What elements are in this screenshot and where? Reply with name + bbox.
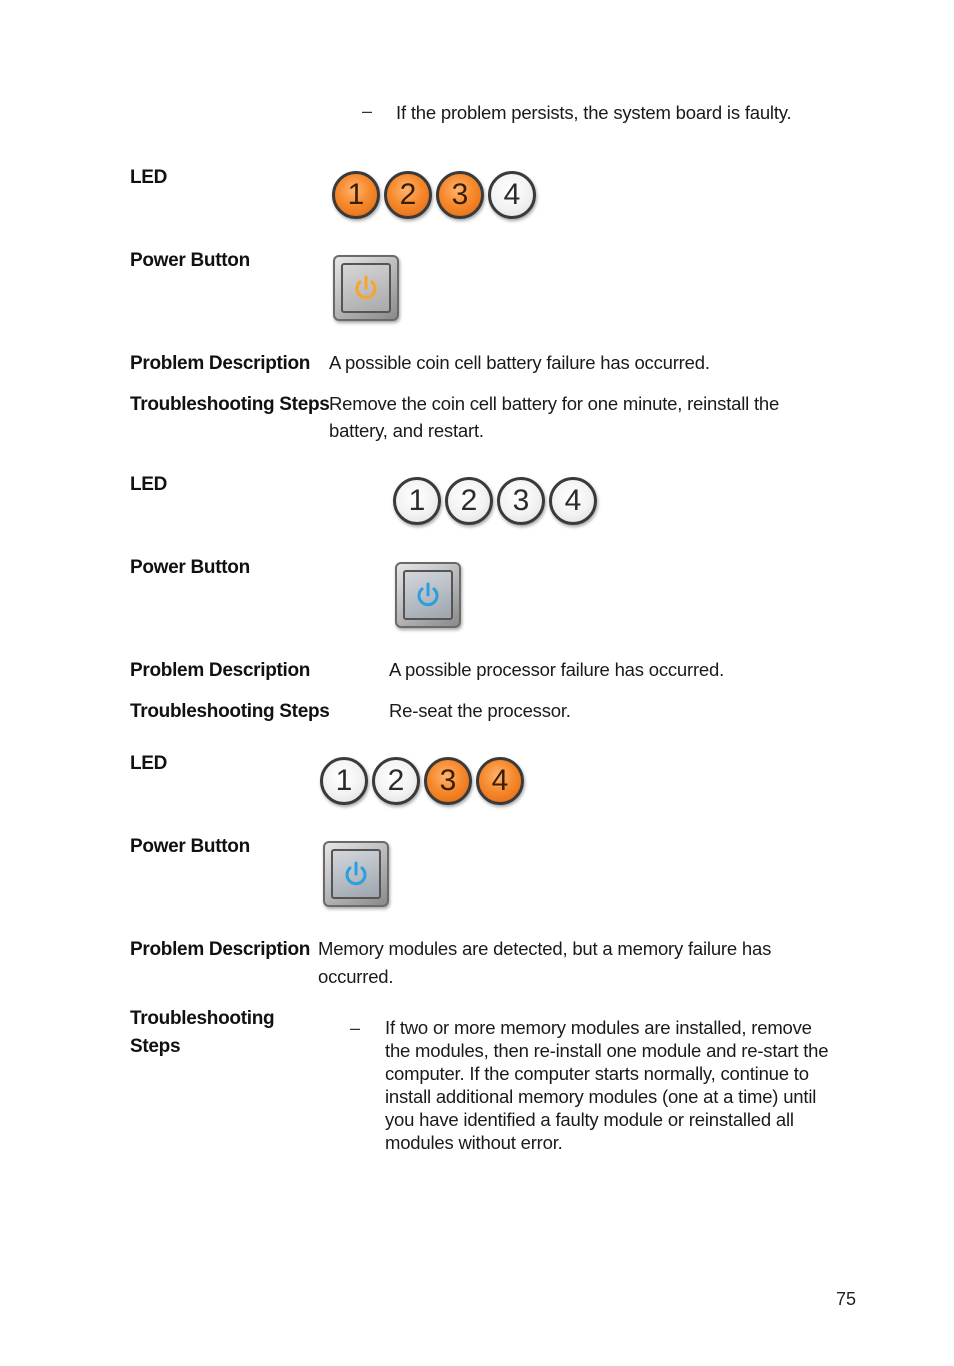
power-glyph-icon: [351, 273, 381, 303]
led-2-icon: 2: [445, 477, 493, 525]
led-label: LED: [130, 753, 168, 774]
led-label: LED: [130, 474, 168, 495]
led-1-icon: 1: [332, 171, 380, 219]
page-number: 75: [836, 1289, 857, 1309]
power-symbol-icon: [403, 570, 453, 620]
power-button-blue-icon: [323, 841, 389, 907]
troubleshooting-steps-label: Troubleshooting Steps: [130, 701, 330, 722]
troubleshooting-steps-line: modules without error.: [385, 1132, 563, 1153]
led-indicator-row: [393, 477, 601, 525]
power-symbol-icon: [331, 849, 381, 899]
problem-description-text: occurred.: [318, 966, 394, 987]
power-button-label: Power Button: [130, 836, 250, 857]
intro-text: If the problem persists, the system board is faulty.: [396, 102, 792, 123]
led-2-icon: 2: [384, 171, 432, 219]
power-button-label: Power Button: [130, 557, 250, 578]
power-button-blue-icon: [395, 562, 461, 628]
power-symbol-icon: [341, 263, 391, 313]
led-3-icon: 3: [497, 477, 545, 525]
led-4-icon: 4: [476, 757, 524, 805]
power-glyph-icon: [413, 580, 443, 610]
troubleshooting-steps-line: the modules, then re-install one module and re-start the: [385, 1040, 829, 1061]
troubleshooting-steps-list: [385, 1016, 855, 1154]
led-4-icon: 4: [549, 477, 597, 525]
led-indicator-row: [332, 171, 540, 219]
troubleshooting-steps-text: Remove the coin cell battery for one minute, reinstall the: [329, 393, 780, 414]
troubleshooting-steps-line: install additional memory modules (one at a time) until: [385, 1086, 817, 1107]
troubleshooting-steps-line: you have identified a faulty module or reinstalled all: [385, 1109, 794, 1130]
led-indicator-row: [320, 757, 528, 805]
power-glyph-icon: [341, 859, 371, 889]
led-3-icon: 3: [424, 757, 472, 805]
led-3-icon: 3: [436, 171, 484, 219]
problem-description-label: Problem Description: [130, 353, 311, 374]
bullet-dash: –: [362, 101, 373, 121]
problem-description-text: A possible processor failure has occurred.: [389, 659, 725, 680]
led-1-icon: 1: [320, 757, 368, 805]
steps-label: Steps: [130, 1036, 181, 1057]
troubleshooting-steps-text: battery, and restart.: [329, 420, 484, 441]
problem-description-label: Problem Description: [130, 939, 311, 960]
led-1-icon: 1: [393, 477, 441, 525]
troubleshooting-steps-line: computer. If the computer starts normally, continue to: [385, 1063, 809, 1084]
troubleshooting-steps-text: Re-seat the processor.: [389, 700, 571, 721]
troubleshooting-label: Troubleshooting: [130, 1008, 275, 1029]
led-4-icon: 4: [488, 171, 536, 219]
led-label: LED: [130, 167, 168, 188]
bullet-dash: –: [350, 1018, 361, 1038]
troubleshooting-steps-line: If two or more memory modules are installed, remove: [385, 1017, 812, 1038]
problem-description-text: A possible coin cell battery failure has occurred.: [329, 352, 710, 373]
problem-description-label: Problem Description: [130, 660, 311, 681]
troubleshooting-steps-label: Troubleshooting Steps: [130, 394, 330, 415]
led-2-icon: 2: [372, 757, 420, 805]
power-button-label: Power Button: [130, 250, 250, 271]
power-button-amber-icon: [333, 255, 399, 321]
problem-description-text: Memory modules are detected, but a memory failure has: [318, 938, 772, 959]
